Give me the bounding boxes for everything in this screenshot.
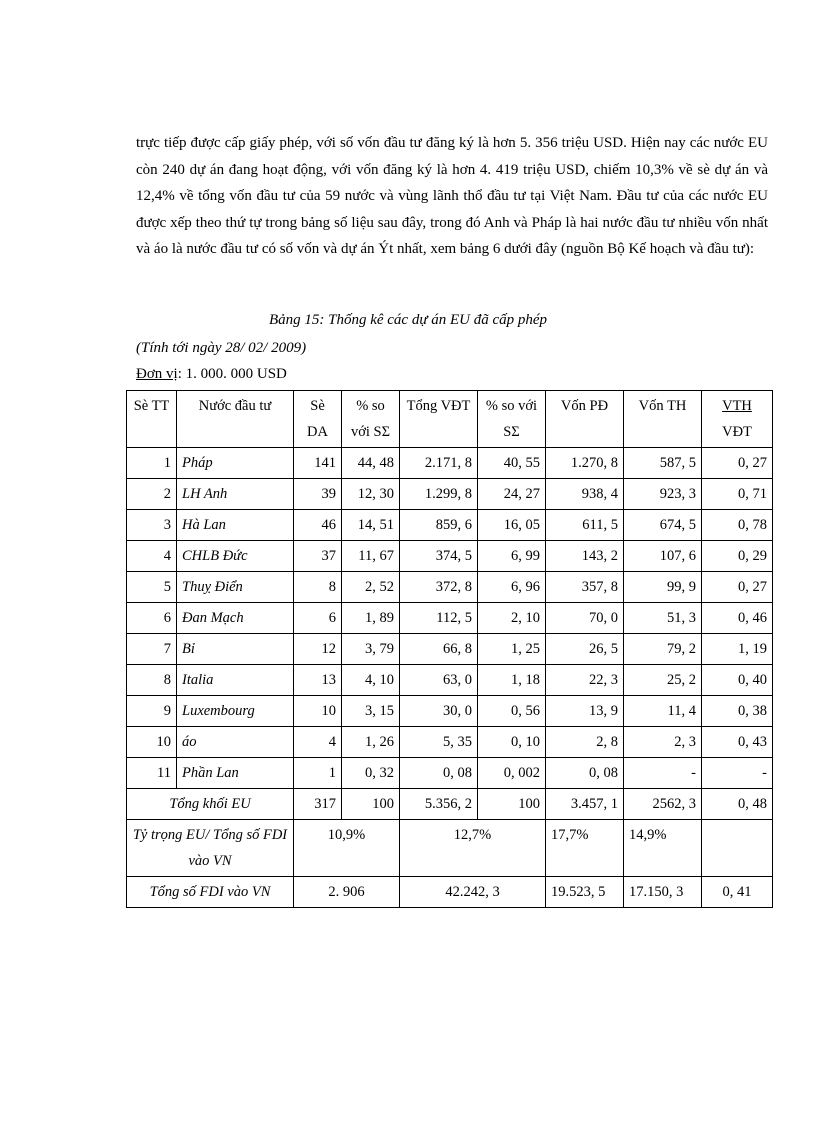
cell-stt: 3 bbox=[127, 510, 177, 541]
table-row bbox=[127, 696, 773, 727]
date-note: (Tính tới ngày 28/ 02/ 2009) bbox=[136, 340, 307, 356]
fdi-total-approved: 19.523, 5 bbox=[546, 877, 624, 908]
cell-approved: 70, 0 bbox=[546, 603, 624, 634]
cell-implemented: 51, 3 bbox=[624, 603, 702, 634]
cell-num-projects: 10 bbox=[294, 696, 342, 727]
cell-approved: 2, 8 bbox=[546, 727, 624, 758]
cell-country: Italia bbox=[177, 665, 294, 696]
eu-share-approved: 17,7% bbox=[546, 820, 624, 877]
total-eu-pct-num: 100 bbox=[342, 789, 400, 820]
cell-ratio: 1, 19 bbox=[702, 634, 773, 665]
header-stt: Sè TT bbox=[127, 391, 177, 448]
cell-stt: 1 bbox=[127, 448, 177, 479]
cell-ratio: - bbox=[702, 758, 773, 789]
cell-stt: 6 bbox=[127, 603, 177, 634]
header-pct-projects: % so với SΣ bbox=[342, 391, 400, 448]
total-eu-approved: 3.457, 1 bbox=[546, 789, 624, 820]
total-eu-label: Tổng khối EU bbox=[127, 789, 294, 820]
cell-country: Luxembourg bbox=[177, 696, 294, 727]
cell-country: Hà Lan bbox=[177, 510, 294, 541]
total-eu-capital: 5.356, 2 bbox=[400, 789, 478, 820]
cell-pct-capital: 0, 002 bbox=[478, 758, 546, 789]
cell-total-capital: 0, 08 bbox=[400, 758, 478, 789]
eu-share-row bbox=[127, 820, 773, 877]
cell-approved: 357, 8 bbox=[546, 572, 624, 603]
cell-pct-capital: 1, 25 bbox=[478, 634, 546, 665]
cell-pct-projects: 12, 30 bbox=[342, 479, 400, 510]
cell-num-projects: 46 bbox=[294, 510, 342, 541]
cell-pct-projects: 0, 32 bbox=[342, 758, 400, 789]
cell-num-projects: 8 bbox=[294, 572, 342, 603]
cell-total-capital: 1.299, 8 bbox=[400, 479, 478, 510]
fdi-total-label: Tổng số FDI vào VN bbox=[127, 877, 294, 908]
table-row bbox=[127, 758, 773, 789]
cell-approved: 143, 2 bbox=[546, 541, 624, 572]
cell-ratio: 0, 46 bbox=[702, 603, 773, 634]
cell-pct-projects: 1, 26 bbox=[342, 727, 400, 758]
cell-num-projects: 4 bbox=[294, 727, 342, 758]
cell-total-capital: 859, 6 bbox=[400, 510, 478, 541]
cell-stt: 7 bbox=[127, 634, 177, 665]
cell-approved: 13, 9 bbox=[546, 696, 624, 727]
cell-pct-projects: 14, 51 bbox=[342, 510, 400, 541]
cell-country: Thuỵ Điển bbox=[177, 572, 294, 603]
cell-total-capital: 2.171, 8 bbox=[400, 448, 478, 479]
cell-implemented: 674, 5 bbox=[624, 510, 702, 541]
cell-approved: 1.270, 8 bbox=[546, 448, 624, 479]
cell-country: Bỉ bbox=[177, 634, 294, 665]
fdi-total-implemented: 17.150, 3 bbox=[624, 877, 702, 908]
unit-note bbox=[136, 366, 287, 383]
fdi-total-capital: 42.242, 3 bbox=[400, 877, 546, 908]
header-ratio bbox=[702, 391, 773, 448]
fdi-total-ratio: 0, 41 bbox=[702, 877, 773, 908]
cell-num-projects: 1 bbox=[294, 758, 342, 789]
total-eu-implemented: 2562, 3 bbox=[624, 789, 702, 820]
cell-pct-capital: 40, 55 bbox=[478, 448, 546, 479]
header-num-projects: Sè DA bbox=[294, 391, 342, 448]
cell-implemented: 99, 9 bbox=[624, 572, 702, 603]
eu-share-implemented: 14,9% bbox=[624, 820, 702, 877]
cell-stt: 5 bbox=[127, 572, 177, 603]
cell-pct-capital: 1, 18 bbox=[478, 665, 546, 696]
table-row bbox=[127, 479, 773, 510]
cell-implemented: 2, 3 bbox=[624, 727, 702, 758]
cell-total-capital: 30, 0 bbox=[400, 696, 478, 727]
cell-stt: 8 bbox=[127, 665, 177, 696]
total-eu-pct-capital: 100 bbox=[478, 789, 546, 820]
cell-stt: 11 bbox=[127, 758, 177, 789]
cell-ratio: 0, 38 bbox=[702, 696, 773, 727]
cell-pct-projects: 44, 48 bbox=[342, 448, 400, 479]
total-eu-row bbox=[127, 789, 773, 820]
cell-pct-capital: 0, 10 bbox=[478, 727, 546, 758]
cell-num-projects: 6 bbox=[294, 603, 342, 634]
cell-implemented: - bbox=[624, 758, 702, 789]
header-implemented: Vốn TH bbox=[624, 391, 702, 448]
table-row bbox=[127, 634, 773, 665]
eu-projects-table bbox=[126, 390, 773, 908]
cell-country: Đan Mạch bbox=[177, 603, 294, 634]
cell-stt: 2 bbox=[127, 479, 177, 510]
cell-pct-projects: 1, 89 bbox=[342, 603, 400, 634]
cell-stt: 9 bbox=[127, 696, 177, 727]
cell-ratio: 0, 43 bbox=[702, 727, 773, 758]
cell-total-capital: 112, 5 bbox=[400, 603, 478, 634]
cell-num-projects: 39 bbox=[294, 479, 342, 510]
table-row bbox=[127, 603, 773, 634]
cell-approved: 0, 08 bbox=[546, 758, 624, 789]
table-row bbox=[127, 572, 773, 603]
cell-total-capital: 5, 35 bbox=[400, 727, 478, 758]
cell-implemented: 11, 4 bbox=[624, 696, 702, 727]
cell-implemented: 25, 2 bbox=[624, 665, 702, 696]
eu-share-capital: 12,7% bbox=[400, 820, 546, 877]
cell-ratio: 0, 29 bbox=[702, 541, 773, 572]
cell-approved: 611, 5 bbox=[546, 510, 624, 541]
cell-country: Phần Lan bbox=[177, 758, 294, 789]
cell-pct-projects: 4, 10 bbox=[342, 665, 400, 696]
cell-pct-capital: 16, 05 bbox=[478, 510, 546, 541]
cell-country: CHLB Đức bbox=[177, 541, 294, 572]
header-country: Nước đầu tư bbox=[177, 391, 294, 448]
cell-country: Pháp bbox=[177, 448, 294, 479]
cell-total-capital: 372, 8 bbox=[400, 572, 478, 603]
cell-approved: 22, 3 bbox=[546, 665, 624, 696]
cell-total-capital: 63, 0 bbox=[400, 665, 478, 696]
cell-num-projects: 141 bbox=[294, 448, 342, 479]
cell-ratio: 0, 40 bbox=[702, 665, 773, 696]
fdi-total-row bbox=[127, 877, 773, 908]
cell-num-projects: 12 bbox=[294, 634, 342, 665]
eu-share-num: 10,9% bbox=[294, 820, 400, 877]
table-row bbox=[127, 510, 773, 541]
cell-num-projects: 37 bbox=[294, 541, 342, 572]
table-row bbox=[127, 448, 773, 479]
cell-implemented: 79, 2 bbox=[624, 634, 702, 665]
cell-country: áo bbox=[177, 727, 294, 758]
cell-pct-capital: 24, 27 bbox=[478, 479, 546, 510]
table-row bbox=[127, 665, 773, 696]
eu-share-label: Tỷ trọng EU/ Tổng số FDI vào VN bbox=[127, 820, 294, 877]
cell-stt: 10 bbox=[127, 727, 177, 758]
cell-ratio: 0, 71 bbox=[702, 479, 773, 510]
header-approved: Vốn PĐ bbox=[546, 391, 624, 448]
body-paragraph: trực tiếp được cấp giấy phép, với số vốn đầu tư đăng ký là hơn 5. 356 triệu USD. Hiện nay các nước EU còn 240 dự án đang hoạt động, với vốn đăng ký là hơn 4. 419 triệu USD, chiếm 10,3% về sè dự án và 12,4% về tổng vốn đầu tư của 59 nước và vùng lãnh thổ đầu tư tại Việt Nam. Đầu tư của các nước EU được xếp theo thứ tự trong bảng số liệu sau đây, trong đó Anh và Pháp là hai nước đầu tư nhiều vốn nhất và áo là nước đầu tư có số vốn và dự án Ýt nhất, xem bảng 6 dưới đây (nguồn Bộ Kế hoạch và đầu tư): bbox=[136, 135, 768, 258]
cell-pct-projects: 11, 67 bbox=[342, 541, 400, 572]
cell-pct-projects: 3, 15 bbox=[342, 696, 400, 727]
cell-stt: 4 bbox=[127, 541, 177, 572]
cell-total-capital: 374, 5 bbox=[400, 541, 478, 572]
header-ratio-bottom: VĐT bbox=[722, 424, 752, 440]
unit-value: : 1. 000. 000 USD bbox=[177, 366, 287, 382]
cell-country: LH Anh bbox=[177, 479, 294, 510]
cell-ratio: 0, 78 bbox=[702, 510, 773, 541]
fdi-total-num: 2. 906 bbox=[294, 877, 400, 908]
cell-num-projects: 13 bbox=[294, 665, 342, 696]
total-eu-num: 317 bbox=[294, 789, 342, 820]
header-row bbox=[127, 391, 773, 448]
eu-share-ratio bbox=[702, 820, 773, 877]
cell-implemented: 923, 3 bbox=[624, 479, 702, 510]
cell-ratio: 0, 27 bbox=[702, 572, 773, 603]
cell-total-capital: 66, 8 bbox=[400, 634, 478, 665]
total-eu-ratio: 0, 48 bbox=[702, 789, 773, 820]
unit-label: Đơn vị bbox=[136, 366, 178, 382]
cell-pct-projects: 3, 79 bbox=[342, 634, 400, 665]
header-ratio-top: VTH bbox=[722, 398, 752, 414]
table-caption: Bảng 15: Thống kê các dự án EU đã cấp phép bbox=[268, 312, 548, 328]
cell-pct-capital: 6, 99 bbox=[478, 541, 546, 572]
table-row bbox=[127, 727, 773, 758]
cell-pct-capital: 2, 10 bbox=[478, 603, 546, 634]
cell-ratio: 0, 27 bbox=[702, 448, 773, 479]
cell-pct-projects: 2, 52 bbox=[342, 572, 400, 603]
cell-implemented: 107, 6 bbox=[624, 541, 702, 572]
cell-implemented: 587, 5 bbox=[624, 448, 702, 479]
cell-pct-capital: 0, 56 bbox=[478, 696, 546, 727]
header-total-capital: Tổng VĐT bbox=[400, 391, 478, 448]
header-pct-capital: % so với SΣ bbox=[478, 391, 546, 448]
cell-pct-capital: 6, 96 bbox=[478, 572, 546, 603]
cell-approved: 938, 4 bbox=[546, 479, 624, 510]
cell-approved: 26, 5 bbox=[546, 634, 624, 665]
table-row bbox=[127, 541, 773, 572]
